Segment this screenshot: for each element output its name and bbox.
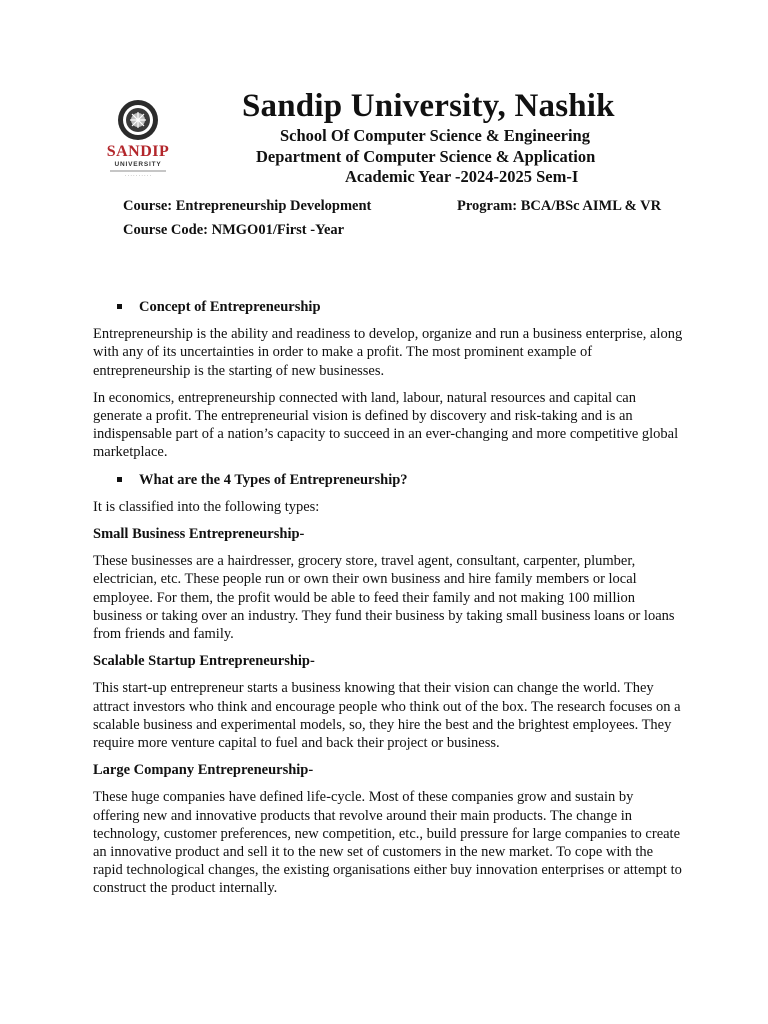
heading-text: Concept of Entrepreneurship [139,299,321,315]
course-name: Course: Entrepreneurship Development [123,198,372,214]
document-body [93,298,683,907]
course-code: Course Code: NMGO01/First -Year [123,222,345,238]
bullet-icon [117,477,122,482]
subheading: Scalable Startup Entrepreneurship- [93,653,315,670]
section-heading [93,471,683,489]
heading-text: What are the 4 Types of Entrepreneurship? [139,471,408,488]
department-name: Department of Computer Science & Application [256,147,596,166]
svg-text:· · · · · · · · · ·: · · · · · · · · · · [124,173,152,178]
bullet-icon [117,304,122,309]
university-logo [96,96,180,180]
subheading: Large Company Entrepreneurship- [93,762,314,779]
svg-text:UNIVERSITY: UNIVERSITY [114,161,162,168]
paragraph: These huge companies have defined life-cycle. Most of these companies grow and sustain by offering new and innovative products that revolve around their main products. The change in technology, customer preferences, new competition, etc., build pressure for large companies to create an innovative product and sell it to the new set of customers in the new market. To cope with the rapid technological changes, the existing organisations either buy innovation enterprises or attempt to construct the product internally. [93,789,682,897]
paragraph: These businesses are a hairdresser, grocery store, travel agent, consultant, carpenter, plumber, electrician, etc. These people run or own their own business and hire family members or local employee. For them, the profit would be able to feed their family and not making 100 million business or taking over an industry. They fund their business by taking small business loans or loans from friends and family. [93,553,675,643]
section-heading [93,298,683,316]
svg-text:SANDIP: SANDIP [106,143,170,160]
paragraph: This start-up entrepreneur starts a business knowing that their vision can change the world. They attract investors who think and encourage people who think out of the box. The research focuses on a scalable business and experimental models, so, they hire the best and the brightest employees. They require more venture capital to fuel and back their project or business. [93,680,681,752]
paragraph: Entrepreneurship is the ability and readiness to develop, organize and run a business enterprise, along with any of its uncertainties in order to make a profit. The most prominent example of entrepreneurship is the starting of new businesses. [93,326,683,379]
school-name: School Of Computer Science & Engineering [280,126,590,145]
program-name: Program: BCA/BSc AIML & VR [457,198,662,214]
academic-year: Academic Year -2024-2025 Sem-I [345,167,579,186]
subheading: Small Business Entrepreneurship- [93,526,305,543]
seal-icon [96,96,180,180]
university-title: Sandip University, Nashik [242,88,615,124]
paragraph: It is classified into the following types: [93,498,320,515]
paragraph: In economics, entrepreneurship connected with land, labour, natural resources and capital can generate a profit. The entrepreneurial vision is defined by discovery and risk-taking and is an indispensable part of a nation’s capacity to succeed in an ever-changing and more competitive global marketplace. [93,389,679,461]
